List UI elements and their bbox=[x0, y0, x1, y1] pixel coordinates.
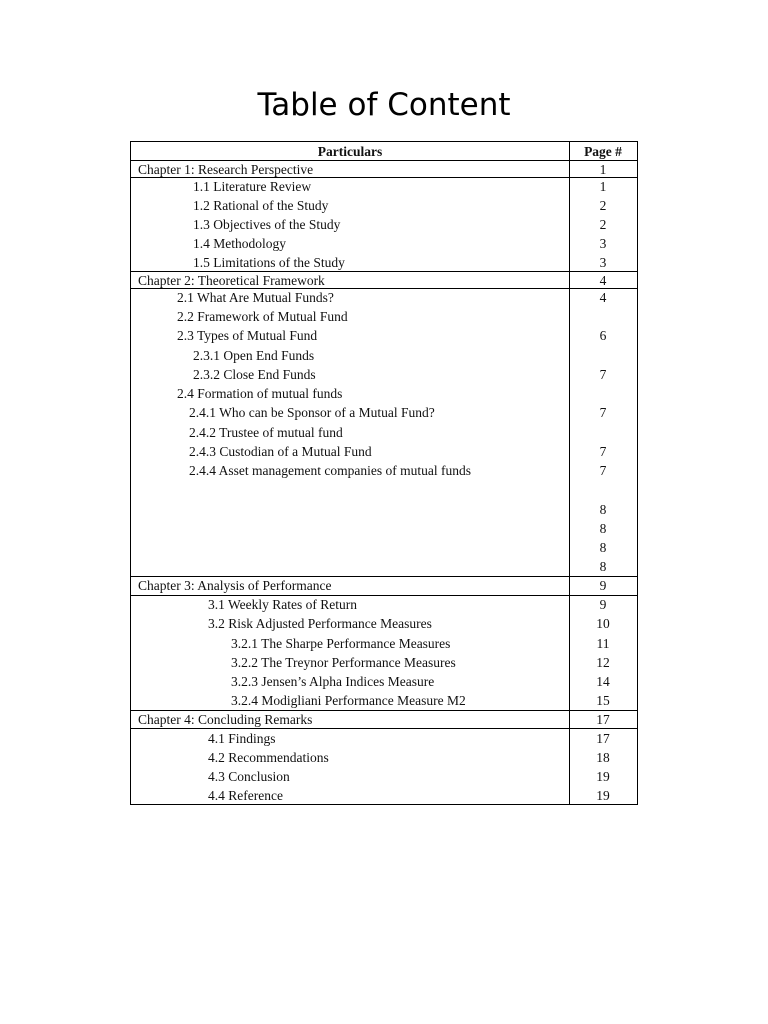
section-label: 2.3.1 Open End Funds bbox=[193, 348, 315, 363]
section-row bbox=[131, 767, 637, 786]
section-row bbox=[131, 786, 637, 805]
section-row bbox=[131, 215, 637, 234]
section-label: 4.1 Findings bbox=[208, 731, 276, 746]
section-label: 4.3 Conclusion bbox=[208, 769, 290, 784]
section-row bbox=[131, 326, 637, 345]
chapter-row bbox=[131, 710, 637, 729]
chapter-title: Chapter 1: Research Perspective bbox=[138, 162, 314, 177]
page-number: 9 bbox=[599, 578, 607, 593]
chapter-title: Chapter 3: Analysis of Performance bbox=[138, 578, 332, 593]
section-label: 1.1 Literature Review bbox=[193, 179, 312, 194]
section-row bbox=[131, 634, 637, 653]
page-number: 2 bbox=[599, 198, 607, 213]
header-row bbox=[131, 142, 637, 161]
section-row bbox=[131, 288, 637, 307]
section-row bbox=[131, 595, 637, 614]
page-number: 4 bbox=[599, 273, 607, 288]
page-number: 15 bbox=[596, 693, 610, 708]
page-number: 2 bbox=[599, 217, 607, 232]
page-number: 3 bbox=[599, 255, 607, 270]
page-number: 18 bbox=[596, 750, 610, 765]
page-number: 17 bbox=[596, 731, 610, 746]
section-row bbox=[131, 384, 637, 403]
header-page: Page # bbox=[584, 144, 622, 159]
section-label: 2.4 Formation of mutual funds bbox=[177, 386, 343, 401]
section-row bbox=[131, 253, 637, 272]
section-row bbox=[131, 442, 637, 461]
page-number: 3 bbox=[599, 236, 607, 251]
section-label: 1.3 Objectives of the Study bbox=[193, 217, 341, 232]
page-number: 17 bbox=[596, 712, 610, 727]
section-row bbox=[131, 461, 637, 480]
section-label: 3.2 Risk Adjusted Performance Measures bbox=[208, 616, 432, 631]
section-row bbox=[131, 307, 637, 326]
section-label: 1.4 Methodology bbox=[193, 236, 286, 251]
section-row bbox=[131, 346, 637, 365]
page-number: 14 bbox=[596, 674, 610, 689]
page-number: 6 bbox=[599, 328, 607, 343]
section-label: 3.2.2 The Treynor Performance Measures bbox=[231, 655, 456, 670]
section-label: 2.4.3 Custodian of a Mutual Fund bbox=[189, 444, 372, 459]
section-label: 4.4 Reference bbox=[208, 788, 283, 803]
section-label: 2.3 Types of Mutual Fund bbox=[177, 328, 318, 343]
page-number: 1 bbox=[599, 179, 607, 194]
page-number: 4 bbox=[599, 290, 607, 305]
page-number: 10 bbox=[596, 616, 610, 631]
toc-table bbox=[130, 141, 638, 805]
page-number: 19 bbox=[596, 769, 610, 784]
page-number: 11 bbox=[596, 636, 610, 651]
chapter-title: Chapter 4: Concluding Remarks bbox=[138, 712, 313, 727]
section-label: 2.1 What Are Mutual Funds? bbox=[177, 290, 334, 305]
section-label: 1.5 Limitations of the Study bbox=[193, 255, 345, 270]
chapter-title: Chapter 2: Theoretical Framework bbox=[138, 273, 325, 288]
section-row bbox=[131, 196, 637, 215]
page-number: 7 bbox=[599, 405, 607, 420]
page-number: 12 bbox=[596, 655, 610, 670]
page-number: 9 bbox=[599, 597, 607, 612]
section-label: 2.4.2 Trustee of mutual fund bbox=[189, 425, 343, 440]
section-row bbox=[131, 653, 637, 672]
page-title: Table of Content bbox=[257, 87, 511, 123]
section-label: 2.2 Framework of Mutual Fund bbox=[177, 309, 348, 324]
page-number: 8 bbox=[599, 502, 607, 517]
section-row bbox=[131, 177, 637, 196]
section-row bbox=[131, 403, 637, 422]
chapter-row bbox=[131, 576, 637, 595]
section-label: 4.2 Recommendations bbox=[208, 750, 329, 765]
section-label: 3.1 Weekly Rates of Return bbox=[208, 597, 358, 612]
section-row bbox=[131, 614, 637, 633]
section-label: 2.4.1 Who can be Sponsor of a Mutual Fund? bbox=[189, 405, 435, 420]
section-label: 3.2.1 The Sharpe Performance Measures bbox=[231, 636, 451, 651]
page-number: 1 bbox=[599, 162, 607, 177]
page-number: 8 bbox=[599, 521, 607, 536]
section-label: 2.4.4 Asset management companies of mutual funds bbox=[189, 463, 471, 478]
header-particulars: Particulars bbox=[317, 144, 383, 159]
page-number: 7 bbox=[599, 444, 607, 459]
page-number: 7 bbox=[599, 367, 607, 382]
section-label: 1.2 Rational of the Study bbox=[193, 198, 329, 213]
section-row bbox=[131, 672, 637, 691]
page-number: 7 bbox=[599, 463, 607, 478]
section-row bbox=[131, 748, 637, 767]
page-number: 19 bbox=[596, 788, 610, 803]
page-number: 8 bbox=[599, 559, 607, 574]
section-row bbox=[131, 729, 637, 748]
page-number: 8 bbox=[599, 540, 607, 555]
section-label: 3.2.4 Modigliani Performance Measure M2 bbox=[231, 693, 466, 708]
section-label: 2.3.2 Close End Funds bbox=[193, 367, 316, 382]
section-row bbox=[131, 423, 637, 442]
section-label: 3.2.3 Jensen’s Alpha Indices Measure bbox=[231, 674, 435, 689]
section-row bbox=[131, 234, 637, 253]
section-row bbox=[131, 691, 637, 710]
section-row bbox=[131, 365, 637, 384]
